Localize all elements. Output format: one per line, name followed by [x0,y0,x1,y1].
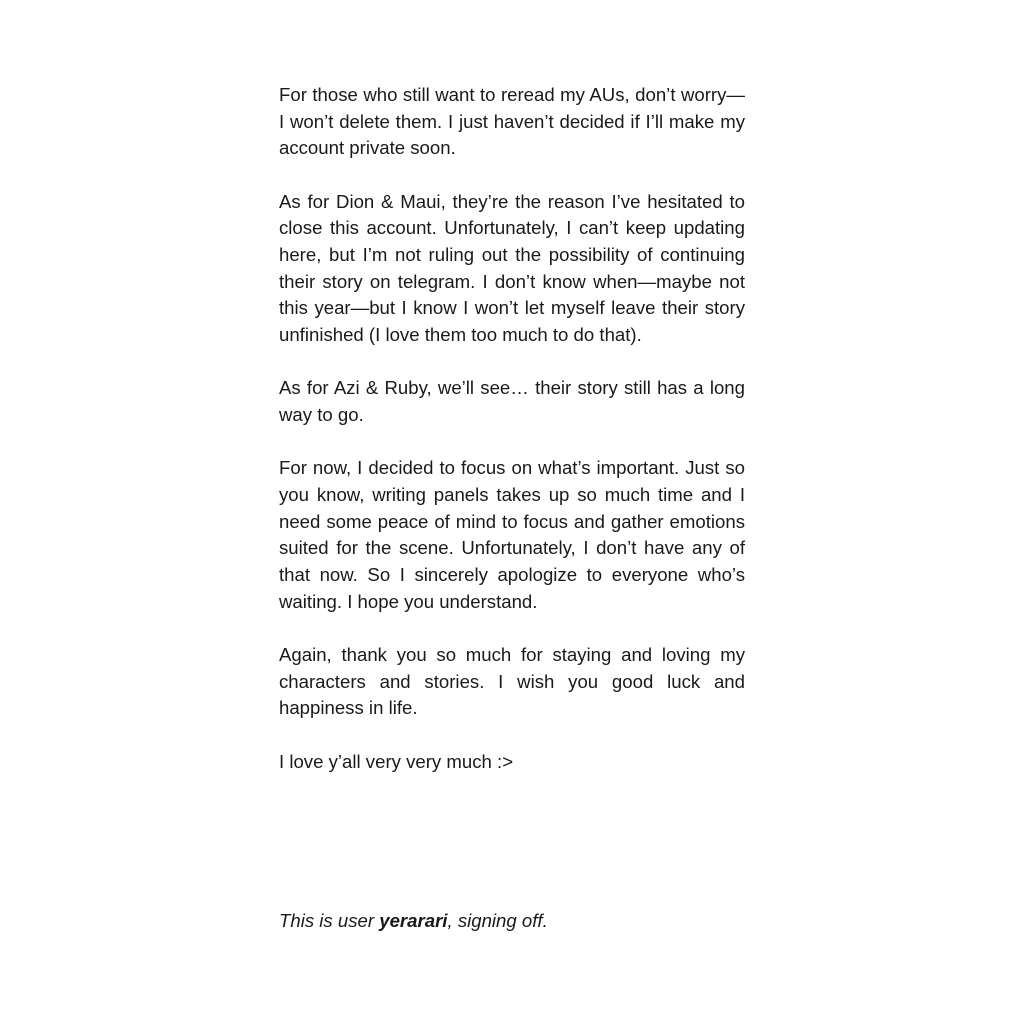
signoff-line [279,908,745,935]
paragraph-thank-you: Again, thank you so much for staying and loving my characters and stories. I wish you good luck and happiness in life. [279,643,745,719]
paragraph-azi-ruby: As for Azi & Ruby, we’ll see… their story still has a long way to go. [279,377,745,426]
signoff-username: yerarari [379,910,448,931]
signoff-prefix: This is user [279,910,380,931]
letter-body [279,82,745,802]
paragraph-love: I love y’all very very much :> [279,750,514,772]
paragraph-aus-not-deleted: For those who still want to reread my AUs, don’t worry—I won’t delete them. I just haven’t decided if I’ll make my account private soon. [279,84,745,159]
signoff-suffix: , signing off. [447,910,548,931]
paragraph-dion-maui: As for Dion & Maui, they’re the reason I’ve hesitated to close this account. Unfortunately, I can’t keep updating here, but I’m not ruling out the possibility of continuing their story on telegram. I don’t know when—maybe not this year—but I know I won’t let myself leave their story unfinished (I love them too much to do that). [279,190,745,346]
paragraph-focus: For now, I decided to focus on what’s important. Just so you know, writing panels takes up so much time and I need some peace of mind to focus and gather emotions suited for the scene. Unfortunately, I don’t have any of that now. So I sincerely apologize to everyone who’s waiting. I hope you understand. [279,457,745,612]
